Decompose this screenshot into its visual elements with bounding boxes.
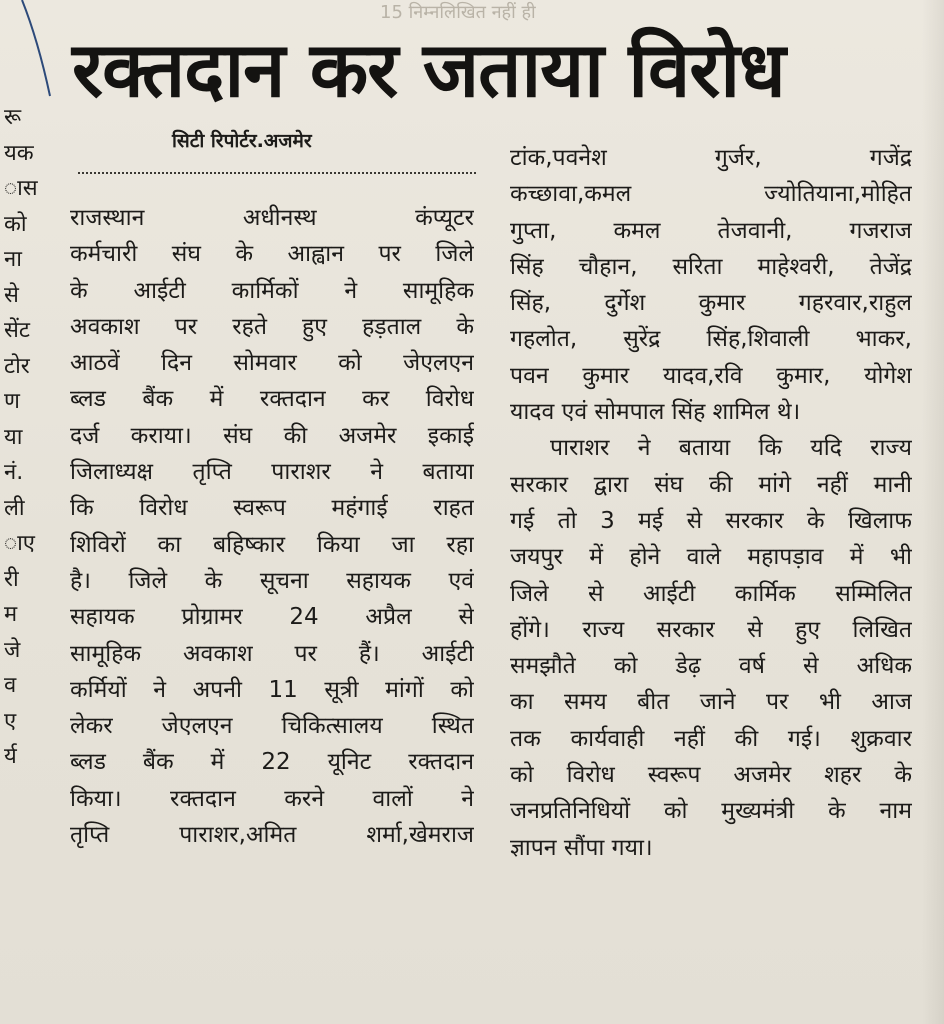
text-line: गई तो 3 मई से सरकार के खिलाफ [510, 507, 912, 534]
text-line: गुप्ता, कमल तेजवानी, गजराज [510, 217, 912, 244]
fragment-line: या [4, 424, 23, 450]
text-line: टांक,पवनेश गुर्जर, गजेंद्र [510, 145, 912, 171]
text-line: जयपुर में होने वाले महापड़ाव में भी [510, 544, 912, 571]
fragment-line: र्य [4, 744, 17, 769]
fragment-line: ए [4, 708, 17, 734]
text-line: सिंह चौहान, सरिता माहेश्वरी, तेजेंद्र [510, 253, 912, 280]
fragment-line: म [4, 602, 18, 627]
fragment-line: ास [4, 176, 38, 201]
text-line: समझौते को डेढ़ वर्ष से अधिक [510, 653, 912, 680]
article-column-1 [70, 200, 474, 853]
text-line: सहायक प्रोग्रामर 24 अप्रैल से [70, 604, 474, 631]
text-line: ब्लड बैंक में 22 यूनिट रक्तदान [70, 749, 474, 776]
text-line: होंगे। राज्य सरकार से हुए लिखित [510, 616, 912, 643]
byline: सिटी रिपोर्टर.अजमेर [172, 130, 312, 152]
text-line: कर्मचारी संघ के आह्वान पर जिले [70, 241, 474, 268]
fragment-line: टोर [4, 353, 30, 379]
text-line: कच्छावा,कमल ज्योतियाना,मोहित [510, 181, 912, 208]
fragment-line: ाए [4, 531, 35, 556]
article-column-2 [510, 140, 912, 866]
text-line: जनप्रतिनिधियों को मुख्यमंत्री के नाम [510, 798, 912, 825]
text-line: तक कार्यवाही नहीं की गई। शुक्रवार [510, 725, 912, 752]
text-line: सिंह, दुर्गेश कुमार गहरवार,राहुल [510, 290, 912, 317]
fragment-line: ना [4, 247, 22, 272]
fragment-line: रू [4, 105, 22, 130]
text-line: पाराशर ने बताया कि यदि राज्य [550, 435, 912, 462]
text-line: शिविरों का बहिष्कार किया जा रहा [70, 531, 474, 558]
fragment-line: नं. [4, 460, 24, 485]
fragment-line: ण [4, 389, 20, 414]
text-line: किया। रक्तदान करने वालों ने [70, 785, 474, 812]
text-line: का समय बीत जाने पर भी आज [510, 689, 912, 716]
text-line: अवकाश पर रहते हुए हड़ताल के [70, 313, 474, 340]
text-line: सामूहिक अवकाश पर हैं। आईटी [70, 640, 474, 667]
text-line: सरकार द्वारा संघ की मांगे नहीं मानी [510, 471, 912, 498]
header-fragment: 15 निम्नलिखित नहीं ही [380, 2, 536, 23]
fragment-line: यक [4, 140, 34, 166]
fragment-line: व [4, 673, 17, 698]
fragment-line: को [4, 211, 27, 237]
fragment-line: से [4, 282, 19, 308]
fragment-line: सेंट [4, 318, 30, 343]
text-line: दर्ज कराया। संघ की अजमेर इकाई [70, 422, 474, 449]
text-line: लेकर जेएलएन चिकित्सालय स्थित [70, 713, 474, 740]
text-line: तृप्ति पाराशर,अमित शर्मा,खेमराज [70, 822, 474, 849]
column-rule-curve [20, 0, 60, 100]
byline-divider [78, 172, 476, 174]
text-line: है। जिले के सूचना सहायक एवं [70, 567, 474, 594]
text-line: जिलाध्यक्ष तृप्ति पाराशर ने बताया [70, 459, 474, 486]
text-line: ज्ञापन सौंपा गया। [510, 834, 653, 861]
page-edge-shadow [922, 0, 944, 1024]
text-line: यादव एवं सोमपाल सिंह शामिल थे। [510, 399, 801, 426]
text-line: पवन कुमार यादव,रवि कुमार, योगेश [510, 362, 912, 389]
text-line: को विरोध स्वरूप अजमेर शहर के [510, 762, 912, 789]
headline: रक्तदान कर जताया विरोध [72, 25, 785, 114]
text-line: कर्मियों ने अपनी 11 सूत्री मांगों को [70, 676, 474, 703]
fragment-line: री [4, 566, 19, 592]
text-line: गहलोत, सुरेंद्र सिंह,शिवाली भाकर, [510, 326, 912, 353]
fragment-line: ली [4, 495, 25, 521]
text-line: राजस्थान अधीनस्थ कंप्यूटर [70, 205, 474, 231]
text-line: ब्लड बैंक में रक्तदान कर विरोध [70, 386, 474, 413]
text-line: आठवें दिन सोमवार को जेएलएन [70, 350, 474, 377]
text-line: के आईटी कार्मिकों ने सामूहिक [70, 277, 474, 304]
text-line: जिले से आईटी कार्मिक सम्मिलित [510, 580, 912, 607]
fragment-line: जे [4, 637, 21, 663]
adjacent-article-fragment [0, 100, 52, 775]
text-line: कि विरोध स्वरूप महंगाई राहत [70, 495, 474, 522]
